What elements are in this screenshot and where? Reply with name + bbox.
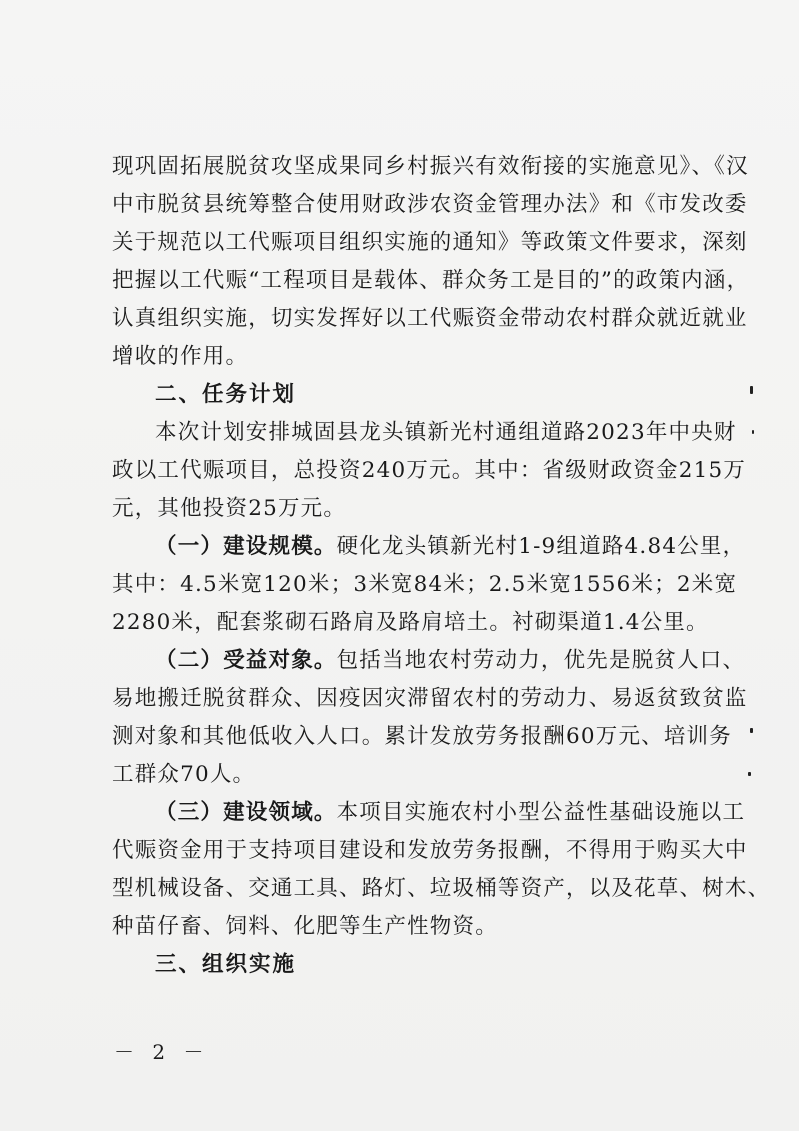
plan-line-3: 元，其他投资25万元。 <box>112 496 347 521</box>
item-construction-field <box>155 798 745 828</box>
scan-speck <box>752 430 754 434</box>
plan-line-1: 本次计划安排城固县龙头镇新光村通组道路2023年中央财 <box>155 420 737 445</box>
item-construction-scale-lead: （一）建设规模。 <box>155 534 337 559</box>
intro-line-2: 中市脱贫县统筹整合使用财政涉农资金管理办法》和《市发改委 <box>112 192 748 217</box>
intro-line-1: 现巩固拓展脱贫攻坚成果同乡村振兴有效衔接的实施意见》、《汉 <box>112 154 749 179</box>
scale-line-2: 其中：4.5米宽120米；3米宽84米；2.5米宽1556米；2米宽 <box>112 572 738 597</box>
scan-speck <box>750 728 753 733</box>
field-line-4: 种苗仔畜、饲料、化肥等生产性物资。 <box>112 914 498 939</box>
field-line-2: 代赈资金用于支持项目建设和发放劳务报酬，不得用于购买大中 <box>112 838 748 863</box>
scan-speck <box>748 772 751 776</box>
beneficiaries-line-2: 易地搬迁脱贫群众、因疫因灾滞留农村的劳动力、易返贫致贫监 <box>112 686 748 711</box>
item-construction-scale <box>155 532 745 562</box>
item-beneficiaries-lead: （二）受益对象。 <box>155 648 337 673</box>
scale-line-3: 2280米，配套浆砌石路肩及路肩培土。衬砌渠道1.4公里。 <box>112 610 709 635</box>
page-number: － 2 － <box>114 1040 210 1064</box>
item-beneficiaries-text: 包括当地农村劳动力，优先是脱贫人口、 <box>336 648 746 673</box>
intro-line-4: 把握以工代赈“工程项目是载体、群众务工是目的”的政策内涵， <box>112 268 750 293</box>
item-beneficiaries <box>155 646 745 676</box>
intro-line-6: 增收的作用。 <box>112 344 249 369</box>
scan-speck <box>750 386 753 394</box>
field-line-3: 型机械设备、交通工具、路灯、垃圾桶等资产，以及花草、树木、 <box>112 876 771 901</box>
item-construction-field-lead: （三）建设领域。 <box>155 800 337 825</box>
beneficiaries-line-4: 工群众70人。 <box>112 762 256 787</box>
beneficiaries-line-3: 测对象和其他低收入人口。累计发放劳务报酬60万元、培训务 <box>112 724 732 749</box>
item-construction-scale-text: 硬化龙头镇新光村1-9组道路4.84公里， <box>336 534 746 559</box>
intro-line-3: 关于规范以工代赈项目组织实施的通知》等政策文件要求，深刻 <box>112 230 748 255</box>
section-heading-organization: 三、组织实施 <box>155 952 297 977</box>
plan-line-2: 政以工代赈项目，总投资240万元。其中：省级财政资金215万 <box>112 458 747 483</box>
item-construction-field-text: 本项目实施农村小型公益性基础设施以工 <box>336 800 746 825</box>
intro-line-5: 认真组织实施，切实发挥好以工代赈资金带动农村群众就近就业 <box>112 306 748 331</box>
section-heading-task-plan: 二、任务计划 <box>155 382 297 407</box>
